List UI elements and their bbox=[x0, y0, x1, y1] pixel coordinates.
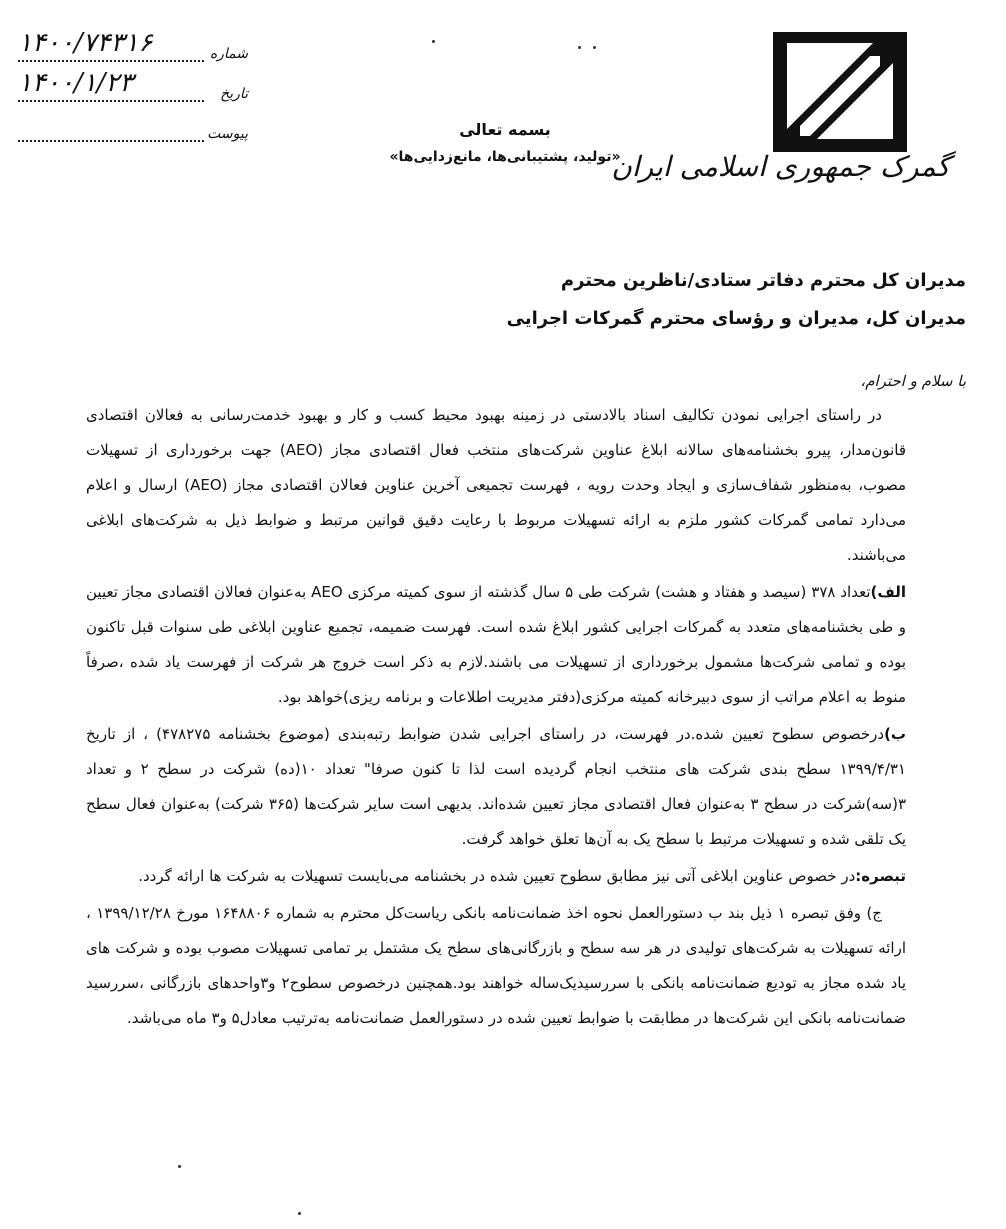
date-label: تاریخ bbox=[220, 86, 248, 102]
date-row bbox=[18, 62, 248, 102]
note-text: در خصوص عناوین ابلاغی آتی نیز مطابق سطوح تعیین شده در بخشنامه می‌بایست تسهیلات به شرکت ها ارائه گردد. bbox=[138, 867, 856, 885]
number-row bbox=[18, 22, 248, 62]
note-label: تبصره: bbox=[855, 867, 906, 885]
scan-speck bbox=[578, 46, 581, 49]
customs-logo bbox=[770, 32, 920, 152]
scan-speck bbox=[593, 46, 596, 49]
letter-body bbox=[86, 398, 906, 1038]
greeting: با سلام و احترام، bbox=[860, 372, 966, 390]
scan-speck bbox=[298, 1212, 301, 1215]
paragraph-c-label: ج) bbox=[866, 904, 882, 922]
attachment-value bbox=[18, 116, 204, 142]
year-motto: «تولید، پشتیبانی‌ها، مانع‌زدایی‌ها» bbox=[389, 149, 621, 165]
scan-speck bbox=[432, 40, 435, 43]
date-value: ۱۴۰۰/۱/۲۳ bbox=[18, 68, 204, 102]
number-value: ۱۴۰۰/۷۴۳۱۶ bbox=[18, 28, 204, 62]
recipients bbox=[500, 262, 966, 338]
organization-name: گمرک جمهوری اسلامی ایران bbox=[611, 150, 950, 183]
paragraph-c-text: وفق تبصره ۱ ذیل بند ب دستورالعمل نحوه اخذ ضمانت‌نامه بانکی ریاست‌کل محترم به شماره ۱۶۴۸۸۰۶ مورخ ۱۳۹۹/۱۲/۲۸ ، ارائه تسهیلات به شرکت‌های تولیدی در هر سه سطح و بازرگانی‌های سطح یک مشتمل بر تمامی تسهیلات مصوب بوده و شرکت های یاد شده مجاز به تودیع ضمانت‌نامه بانکی با سررسیدیک‌ساله خواهند بود.همچنین درخصوص سطوح۲ و۳واحدهای بازرگانی ،سررسید ضمانت‌نامه بانکی این شرکت‌ها در مطابقت با ضوابط تعیین شده در دستورالعمل ضمانت‌نامه به‌ترتیب معادل۵ و۳ ماه می‌باشد. bbox=[86, 904, 906, 1027]
number-label: شماره bbox=[209, 46, 248, 62]
paragraph-a-label: الف) bbox=[870, 583, 906, 601]
paragraph-b bbox=[86, 717, 906, 857]
recipient-line-1: مدیران کل محترم دفاتر ستادی/ناظرین محترم bbox=[560, 270, 966, 291]
paragraph-b-label: ب) bbox=[884, 725, 906, 743]
recipient-line-2: مدیران کل، مدیران و رؤسای محترم گمرکات اجرایی bbox=[506, 308, 966, 329]
scan-speck bbox=[178, 1165, 181, 1168]
paragraph-a bbox=[86, 575, 906, 715]
customs-logo-icon bbox=[770, 32, 920, 152]
attachment-label: پیوست bbox=[207, 126, 248, 142]
letter-meta bbox=[18, 22, 248, 142]
intro-paragraph: در راستای اجرایی نمودن تکالیف اسناد بالادستی در زمینه بهبود محیط کسب و کار و بهبود خدمت‌رسانی به فعالان اقتصادی قانون‌مدار، پیرو بخشنامه‌های سالانه ابلاغ عناوین شرکت‌های منتخب فعال اقتصادی مجاز (AEO) جهت برخورداری از تسهیلات مصوب، به‌منظور شفاف‌سازی و ایجاد وحدت رویه ، فهرست تجمیعی آخرین عناوین فعالان اقتصادی مجاز (AEO) ارسال و اعلام می‌دارد تمامی گمرکات کشور ملزم به ارائه تسهیلات مربوط با رعایت دقیق قوانین مرتبط و ضوابط ذیل به شرکت‌های ابلاغی می‌باشند. bbox=[86, 406, 907, 564]
paragraph-a-text: تعداد ۳۷۸ (سیصد و هفتاد و هشت) شرکت طی ۵ سال گذشته از سوی کمیته مرکزی AEO به‌عنوان فعالان اقتصادی مجاز تعیین و طی بخشنامه‌های متعدد به گمرکات اجرایی کشور ابلاغ شده است. فهرست ضمیمه، تجمیع عناوین ابلاغی طی سنوات قبل تاکنون بوده و تمامی شرکت‌ها مشمول برخورداری از تسهیلات می باشند.لازم به ذکر است خروج هر شرکت از فهرست یاد شده ،صرفاً منوط به اعلام مراتب از سوی دبیرخانه کمیته مرکزی(دفتر مدیریت اطلاعات و برنامه ریزی)خواهد بود. bbox=[86, 583, 906, 706]
paragraph-c bbox=[86, 896, 906, 1036]
paragraph-b-text: درخصوص سطوح تعیین شده.در فهرست، در راستای اجرایی شدن ضوابط رتبه‌بندی (موضوع بخشنامه ۴۷۸۲۷۵) ، از تاریخ ۱۳۹۹/۴/۳۱ سطح بندی شرکت های منتخب انجام گردیده است لذا تا کنون صرفا" تعداد ۱۰(ده) شرکت در سطح ۲ و تعداد ۳(سه)شرکت در سطح ۳ به‌عنوان فعال اقتصادی مجاز تعیین شده‌اند. بدیهی است سایر شرکت‌ها (۳۶۵ شرکت) به‌عنوان فعال سطح یک تلقی شده و تسهیلات مرتبط با سطح یک به آن‌ها تعلق خواهد گرفت. bbox=[86, 725, 906, 848]
attachment-row bbox=[18, 102, 248, 142]
note-paragraph bbox=[86, 859, 906, 894]
letter-header-center bbox=[360, 120, 650, 165]
bismillah: بسمه تعالی bbox=[459, 120, 551, 139]
